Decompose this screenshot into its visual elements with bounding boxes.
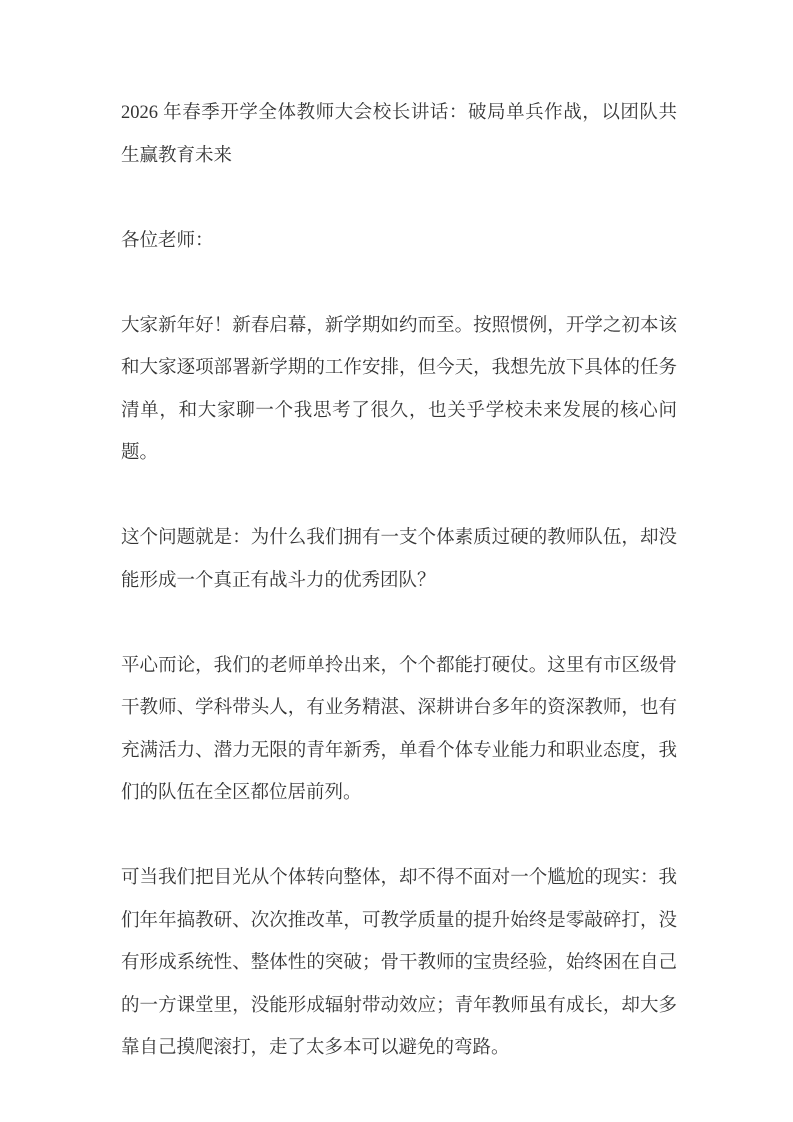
paragraph: 这个问题就是：为什么我们拥有一支个体素质过硬的教师队伍，却没能形成一个真正有战斗力的优秀团队？ — [121, 528, 677, 591]
greeting-line: 各位老师： — [121, 230, 214, 251]
paragraph: 平心而论，我们的老师单拎出来，个个都能打硬仗。这里有市区级骨干教师、学科带头人，有业务精湛、深耕讲台多年的资深教师，也有充满活力、潜力无限的青年新秀，单看个体专业能力和职业态度，我们的队伍在全区都位居前列。 — [121, 655, 677, 803]
paragraph: 可当我们把目光从个体转向整体，却不得不面对一个尴尬的现实：我们年年搞教研、次次推改革，可教学质量的提升始终是零敲碎打，没有形成系统性、整体性的突破；骨干教师的宝贵经验，始终困在自己的一方课堂里，没能形成辐射带动效应；青年教师虽有成长，却大多靠自己摸爬滚打，走了太多本可以避免的弯路。 — [121, 868, 677, 1058]
document-title: 2026 年春季开学全体教师大会校长讲话：破局单兵作战，以团队共生赢教育未来 — [121, 103, 677, 166]
paragraph: 大家新年好！新春启幕，新学期如约而至。按照惯例，开学之初本该和大家逐项部署新学期的工作安排，但今天，我想先放下具体的任务清单，和大家聊一个我思考了很久，也关乎学校未来发展的核心问题。 — [121, 315, 677, 463]
